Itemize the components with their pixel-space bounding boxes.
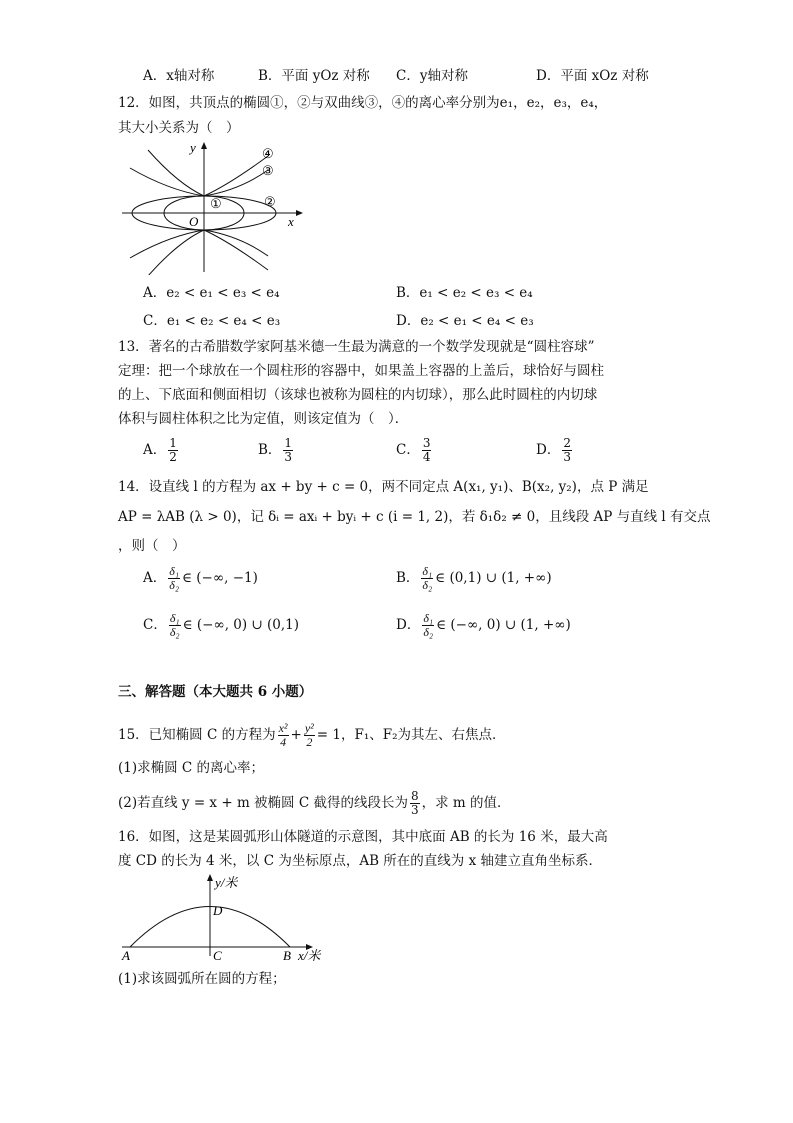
fig16-label-c: C: [213, 948, 222, 963]
q12-conic-figure: [118, 140, 308, 275]
q14-stem-line2: AP = λAB (λ > 0)，记 δᵢ = axᵢ + byᵢ + c (i = 1, 2)，若 δ₁δ₂ ≠ 0，且线段 AP 与直线 l 有交点: [118, 509, 711, 525]
q13-option-c: C． $\frac{3}{4}$: [396, 436, 431, 464]
fig16-label-a: A: [122, 948, 130, 963]
fig12-label-4: ④: [262, 146, 274, 161]
q13-stem-line1: 13．著名的古希腊数学家阿基米德一生最为满意的一个数学发现就是“圆柱容球”: [118, 339, 595, 355]
q14-option-d: D． $\frac{\text{δ₁}}{\text{δ₂}}$ ∈ (−∞, 0) ∪ (1, +∞): [396, 611, 571, 639]
fig12-label-1: ①: [210, 196, 222, 211]
hyperbola-4-lower: [148, 230, 268, 275]
q14-stem-line3: ，则（ ）: [118, 538, 186, 554]
q16-tunnel-figure: [118, 872, 338, 968]
fig16-label-x: x/米: [298, 948, 321, 963]
q13-stem-line2: 定理：把一个球放在一个圆柱形的容器中，如果盖上容器的上盖后，球恰好与圆柱: [118, 363, 604, 379]
q13-stem-line4: 体积与圆柱体积之比为定值，则该定值为（ ）．: [118, 411, 409, 427]
x-axis-arrow: [296, 210, 303, 216]
q11-option-b: B．平面 yOz 对称: [258, 68, 370, 84]
q12-stem-line2: 其大小关系为（ ）: [118, 120, 240, 136]
y-axis-arrow: [207, 874, 213, 881]
q16-stem-line1: 16．如图，这是某圆弧形山体隧道的示意图，其中底面 AB 的长为 16 米，最大高: [118, 829, 608, 845]
q16-stem-line2: 度 CD 的长为 4 米，以 C 为坐标原点，AB 所在的直线为 x 轴建立直角坐标系．: [118, 853, 602, 869]
hyperbola-3-upper: [130, 168, 268, 196]
q12-stem-line1: 12．如图，共顶点的椭圆①，②与双曲线③，④的离心率分别为e₁，e₂，e₃，e₄，: [118, 95, 608, 111]
q11-option-d: D．平面 xOz 对称: [536, 68, 649, 84]
section-3-title: 三、解答题（本大题共 6 小题）: [118, 684, 313, 700]
q15-part2: (2)若直线 y = x + m 被椭圆 C 截得的线段长为 $\frac{8}{3}$ ，求 m 的值．: [118, 789, 511, 817]
q13-option-b: B． $\frac{1}{3}$: [258, 436, 293, 464]
fig16-label-b: B: [283, 948, 291, 963]
hyperbola-4-upper: [148, 150, 268, 196]
q13-option-a: A． $\frac{1}{2}$: [143, 436, 177, 464]
q12-option-c: C．e₁ < e₂ < e₄ < e₃: [143, 313, 281, 329]
fig12-label-y: y: [190, 140, 196, 155]
q11-option-a: A．x轴对称: [143, 68, 215, 84]
y-axis-arrow: [201, 142, 207, 149]
fig12-label-3: ③: [262, 163, 274, 178]
q13-option-d: D． $\frac{2}{3}$: [536, 436, 571, 464]
q12-option-a: A．e₂ < e₁ < e₃ < e₄: [143, 285, 280, 301]
q14-option-c: C． $\frac{\text{δ₁}}{\text{δ₂}}$ ∈ (−∞, 0) ∪ (0,1): [143, 611, 300, 639]
fig16-label-d: D: [213, 903, 223, 918]
q16-part1: (1)求该圆弧所在圆的方程；: [118, 971, 286, 987]
q12-option-d: D．e₂ < e₁ < e₄ < e₃: [396, 313, 534, 329]
q14-stem-line1: 14．设直线 l 的方程为 ax + by + c = 0，两不同定点 A(x₁, y₁)、B(x₂, y₂)，点 P 满足: [118, 479, 649, 495]
q14-option-b: B． $\frac{\text{δ₁}}{\text{δ₂}}$ ∈ (0,1) ∪ (1, +∞): [396, 564, 552, 592]
q14-option-a: A． $\frac{\text{δ₁}}{\text{δ₂}}$ ∈ (−∞, −1): [143, 564, 258, 592]
fig12-label-o: O: [189, 214, 199, 229]
fig12-label-x: x: [288, 214, 294, 229]
q15-stem: 15．已知椭圆 C 的方程为 $\frac{\text{x²}}{4}$ + $\frac{\text{y²}}{2}$ = 1，F₁、F₂为其左、右焦点．: [118, 721, 506, 749]
fig16-label-y: y/米: [215, 875, 238, 890]
hyperbola-3-lower: [130, 230, 268, 258]
q11-option-c: C．y轴对称: [396, 68, 468, 84]
q13-stem-line3: 的上、下底面和侧面相切（该球也被称为圆柱的内切球），那么此时圆柱的内切球: [118, 387, 598, 403]
q12-option-b: B．e₁ < e₂ < e₃ < e₄: [396, 285, 533, 301]
q15-part1: (1)求椭圆 C 的离心率；: [118, 760, 265, 776]
fig12-label-2: ②: [264, 194, 276, 209]
